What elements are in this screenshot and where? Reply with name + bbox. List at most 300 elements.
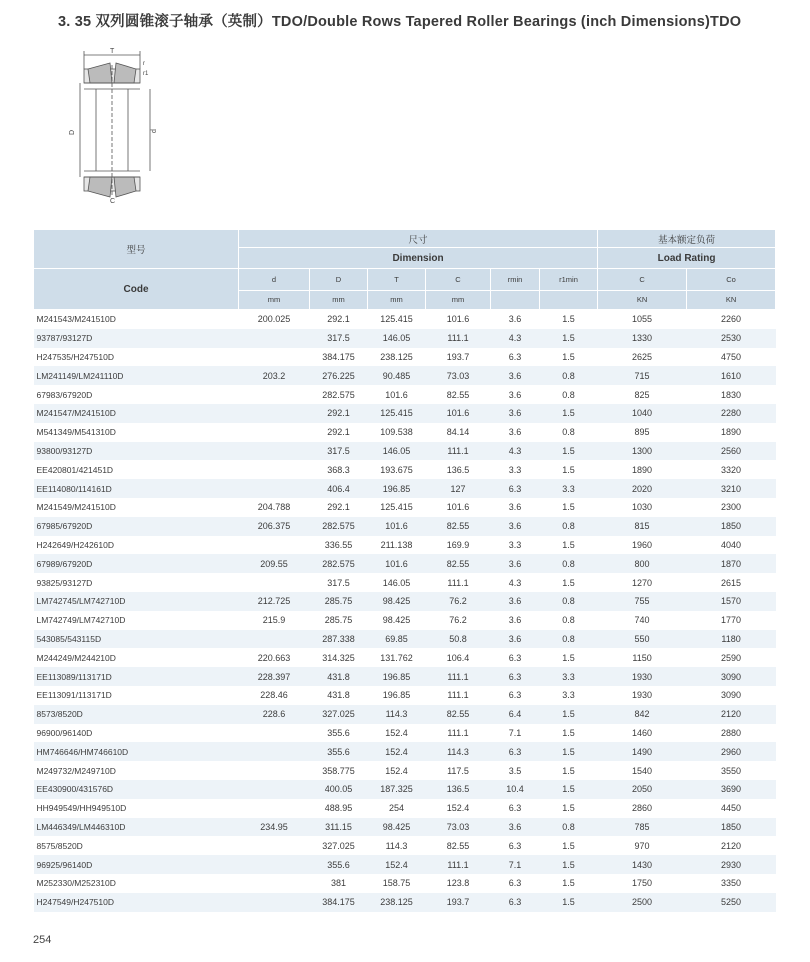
cell-code: HH949549/HH949510D [34,799,239,818]
cell-rmin: 6.3 [491,648,540,667]
cell-d [239,404,310,423]
cell-load-Co: 3320 [687,460,776,479]
table-row [34,611,776,630]
cell-rmin: 6.3 [491,893,540,912]
cell-rmin: 6.3 [491,742,540,761]
cell-d [239,479,310,498]
table-row [34,573,776,592]
diagram-label-d: d [151,129,158,133]
cell-load-C: 1055 [598,310,687,329]
table-row [34,498,776,517]
cell-d [239,423,310,442]
cell-T: 211.138 [368,536,426,555]
cell-r1min: 1.5 [540,348,598,367]
cell-d: 220.663 [239,648,310,667]
cell-code: 8575/8520D [34,836,239,855]
cell-code: LM742745/LM742710D [34,592,239,611]
header-load-cn: 基本额定负荷 [598,230,776,248]
cell-r1min: 1.5 [540,460,598,479]
table-row [34,460,776,479]
cell-D: 488.95 [310,799,368,818]
cell-code: H242649/H242610D [34,536,239,555]
table-row [34,536,776,555]
cell-C: 101.6 [426,404,491,423]
cell-code: 93825/93127D [34,573,239,592]
cell-load-C: 2625 [598,348,687,367]
cell-D: 292.1 [310,310,368,329]
unit-load-Co: KN [687,290,776,309]
cell-load-C: 970 [598,836,687,855]
cell-T: 152.4 [368,855,426,874]
table-row [34,667,776,686]
cell-C: 136.5 [426,780,491,799]
cell-d [239,442,310,461]
cell-D: 381 [310,874,368,893]
cell-d: 215.9 [239,611,310,630]
cell-C: 111.1 [426,329,491,348]
cell-T: 98.425 [368,611,426,630]
cell-load-C: 2860 [598,799,687,818]
diagram-label-T: T [110,48,115,55]
cell-D: 314.325 [310,648,368,667]
cell-rmin: 6.3 [491,479,540,498]
cell-T: 90.485 [368,366,426,385]
cell-T: 238.125 [368,348,426,367]
cell-r1min: 1.5 [540,855,598,874]
cell-load-Co: 1770 [687,611,776,630]
cell-T: 187.325 [368,780,426,799]
cell-d: 228.6 [239,705,310,724]
cell-C: 101.6 [426,310,491,329]
cell-C: 111.1 [426,667,491,686]
cell-load-C: 2020 [598,479,687,498]
table-body [34,310,776,912]
cell-code: M241543/M241510D [34,310,239,329]
cell-r1min: 1.5 [540,874,598,893]
cell-D: 282.575 [310,385,368,404]
cell-C: 193.7 [426,348,491,367]
cell-D: 292.1 [310,498,368,517]
cell-D: 287.338 [310,630,368,649]
table-row [34,836,776,855]
cell-load-C: 1930 [598,667,687,686]
diagram-label-r1: r1 [143,71,149,77]
cell-rmin: 6.3 [491,874,540,893]
cell-rmin: 3.6 [491,498,540,517]
table-row [34,385,776,404]
cell-load-Co: 3210 [687,479,776,498]
cell-code: H247549/H247510D [34,893,239,912]
cell-d: 212.725 [239,592,310,611]
cell-load-C: 2050 [598,780,687,799]
cell-load-Co: 2930 [687,855,776,874]
cell-r1min: 3.3 [540,667,598,686]
header-load-en: Load Rating [598,248,776,269]
cell-C: 50.8 [426,630,491,649]
cell-T: 158.75 [368,874,426,893]
cell-rmin: 3.6 [491,611,540,630]
cell-T: 131.762 [368,648,426,667]
cell-D: 292.1 [310,423,368,442]
cell-C: 82.55 [426,554,491,573]
cell-C: 111.1 [426,686,491,705]
col-D: D [310,269,368,291]
cell-rmin: 4.3 [491,573,540,592]
cell-r1min: 1.5 [540,498,598,517]
cell-r1min: 1.5 [540,705,598,724]
cell-code: EE430900/431576D [34,780,239,799]
cell-r1min: 1.5 [540,893,598,912]
cell-C: 73.03 [426,818,491,837]
cell-rmin: 4.3 [491,329,540,348]
cell-D: 282.575 [310,554,368,573]
cell-load-C: 842 [598,705,687,724]
cell-C: 111.1 [426,442,491,461]
cell-T: 238.125 [368,893,426,912]
cell-r1min: 0.8 [540,517,598,536]
unit-D: mm [310,290,368,309]
cell-r1min: 1.5 [540,310,598,329]
cell-T: 101.6 [368,554,426,573]
cell-d [239,630,310,649]
cell-T: 152.4 [368,724,426,743]
cell-load-Co: 2530 [687,329,776,348]
cell-rmin: 3.6 [491,310,540,329]
cell-C: 111.1 [426,724,491,743]
cell-C: 169.9 [426,536,491,555]
cell-D: 431.8 [310,667,368,686]
cell-d: 234.95 [239,818,310,837]
cell-C: 101.6 [426,498,491,517]
cell-code: 96900/96140D [34,724,239,743]
col-load-C: C [598,269,687,291]
cell-load-C: 1960 [598,536,687,555]
cell-d [239,836,310,855]
cell-r1min: 1.5 [540,761,598,780]
cell-C: 76.2 [426,592,491,611]
cell-D: 311.15 [310,818,368,837]
cell-d [239,329,310,348]
cell-load-C: 1300 [598,442,687,461]
cell-rmin: 3.6 [491,517,540,536]
cell-code: M252330/M252310D [34,874,239,893]
col-T: T [368,269,426,291]
cell-d [239,742,310,761]
page-title: 3. 35 双列圆锥滚子轴承（英制）TDO/Double Rows Tapered Roller Bearings (inch Dimensions)TDO [58,14,742,30]
cell-T: 125.415 [368,310,426,329]
cell-rmin: 6.3 [491,686,540,705]
cell-rmin: 10.4 [491,780,540,799]
cell-r1min: 0.8 [540,818,598,837]
cell-load-C: 1030 [598,498,687,517]
cell-d [239,348,310,367]
cell-rmin: 3.6 [491,818,540,837]
cell-rmin: 3.6 [491,423,540,442]
cell-rmin: 3.6 [491,404,540,423]
cell-D: 355.6 [310,724,368,743]
cell-r1min: 1.5 [540,799,598,818]
cell-D: 431.8 [310,686,368,705]
table-row [34,592,776,611]
table-row [34,442,776,461]
table-row [34,818,776,837]
cell-load-Co: 2590 [687,648,776,667]
cell-d [239,573,310,592]
cell-load-Co: 2880 [687,724,776,743]
cell-r1min: 0.8 [540,554,598,573]
cell-C: 127 [426,479,491,498]
cell-D: 355.6 [310,742,368,761]
cell-D: 285.75 [310,592,368,611]
cell-rmin: 3.6 [491,366,540,385]
cell-T: 125.415 [368,498,426,517]
unit-rmin [491,290,540,309]
cell-load-C: 1460 [598,724,687,743]
cell-C: 82.55 [426,385,491,404]
cell-rmin: 3.6 [491,385,540,404]
cell-T: 196.85 [368,667,426,686]
diagram-label-D: D [69,129,76,135]
cell-code: 93800/93127D [34,442,239,461]
cell-load-C: 1150 [598,648,687,667]
col-load-Co: Co [687,269,776,291]
cell-D: 368.3 [310,460,368,479]
cell-T: 101.6 [368,517,426,536]
table-row [34,855,776,874]
cell-C: 111.1 [426,573,491,592]
cell-load-Co: 3550 [687,761,776,780]
cell-rmin: 6.3 [491,348,540,367]
cell-C: 84.14 [426,423,491,442]
cell-load-Co: 2300 [687,498,776,517]
cell-T: 146.05 [368,442,426,461]
cell-d: 203.2 [239,366,310,385]
unit-load-C: KN [598,290,687,309]
cell-C: 123.8 [426,874,491,893]
cell-load-Co: 1870 [687,554,776,573]
cell-D: 327.025 [310,705,368,724]
cell-code: H247535/H247510D [34,348,239,367]
cell-load-C: 800 [598,554,687,573]
table-row [34,780,776,799]
cell-d: 209.55 [239,554,310,573]
cell-code: 67989/67920D [34,554,239,573]
cell-code: M244249/M244210D [34,648,239,667]
cell-load-C: 755 [598,592,687,611]
cell-r1min: 3.3 [540,479,598,498]
cell-C: 82.55 [426,705,491,724]
unit-T: mm [368,290,426,309]
header-dimension-en: Dimension [239,248,598,269]
cell-T: 152.4 [368,742,426,761]
cell-D: 317.5 [310,573,368,592]
table-row [34,479,776,498]
cell-C: 152.4 [426,799,491,818]
cell-T: 114.3 [368,705,426,724]
cell-r1min: 1.5 [540,648,598,667]
diagram-label-r: r [143,61,145,67]
cell-rmin: 6.3 [491,667,540,686]
cell-C: 193.7 [426,893,491,912]
cell-code: 67983/67920D [34,385,239,404]
cell-D: 327.025 [310,836,368,855]
cell-load-Co: 2560 [687,442,776,461]
cell-D: 384.175 [310,893,368,912]
table-row [34,686,776,705]
cell-d [239,855,310,874]
cell-C: 114.3 [426,742,491,761]
table-row [34,761,776,780]
cell-load-Co: 2960 [687,742,776,761]
cell-code: 8573/8520D [34,705,239,724]
cell-load-C: 785 [598,818,687,837]
cell-C: 76.2 [426,611,491,630]
cell-load-Co: 2280 [687,404,776,423]
cell-T: 101.6 [368,385,426,404]
diagram-label-C: C [110,198,116,205]
cell-T: 98.425 [368,818,426,837]
cell-d [239,385,310,404]
cell-rmin: 6.3 [491,836,540,855]
page-number: 254 [33,934,52,946]
cell-D: 400.05 [310,780,368,799]
cell-load-C: 550 [598,630,687,649]
cell-T: 152.4 [368,761,426,780]
cell-rmin: 3.6 [491,554,540,573]
cell-code: M541349/M541310D [34,423,239,442]
cell-load-C: 1040 [598,404,687,423]
cell-code: LM446349/LM446310D [34,818,239,837]
cell-D: 292.1 [310,404,368,423]
table-row [34,630,776,649]
cell-load-Co: 3690 [687,780,776,799]
table-row [34,517,776,536]
cell-code: 93787/93127D [34,329,239,348]
table-row [34,554,776,573]
cell-load-Co: 1890 [687,423,776,442]
cell-load-Co: 3090 [687,686,776,705]
cell-d [239,724,310,743]
cell-T: 114.3 [368,836,426,855]
cell-r1min: 1.5 [540,536,598,555]
cell-load-Co: 4450 [687,799,776,818]
cell-d [239,536,310,555]
cell-load-C: 1890 [598,460,687,479]
cell-r1min: 1.5 [540,442,598,461]
cell-load-C: 2500 [598,893,687,912]
cell-load-Co: 1570 [687,592,776,611]
cell-load-C: 715 [598,366,687,385]
cell-load-C: 1270 [598,573,687,592]
cell-d: 206.375 [239,517,310,536]
cell-load-Co: 1610 [687,366,776,385]
table-row [34,329,776,348]
cell-D: 406.4 [310,479,368,498]
cell-load-Co: 1830 [687,385,776,404]
cell-load-Co: 2120 [687,836,776,855]
cell-T: 196.85 [368,479,426,498]
cell-rmin: 3.3 [491,460,540,479]
cell-rmin: 6.3 [491,799,540,818]
cell-load-C: 895 [598,423,687,442]
cell-load-Co: 1850 [687,517,776,536]
cell-load-Co: 3090 [687,667,776,686]
cell-D: 276.225 [310,366,368,385]
cell-C: 117.5 [426,761,491,780]
cell-d [239,460,310,479]
cell-r1min: 1.5 [540,742,598,761]
table-row [34,705,776,724]
cell-rmin: 7.1 [491,724,540,743]
cell-C: 136.5 [426,460,491,479]
cell-C: 111.1 [426,855,491,874]
cell-T: 254 [368,799,426,818]
unit-C: mm [426,290,491,309]
table-row [34,348,776,367]
cell-D: 282.575 [310,517,368,536]
cell-D: 355.6 [310,855,368,874]
cell-D: 384.175 [310,348,368,367]
cell-code: M241549/M241510D [34,498,239,517]
cell-code: 67985/67920D [34,517,239,536]
cell-r1min: 1.5 [540,836,598,855]
cell-d [239,761,310,780]
table-row [34,724,776,743]
unit-r1min [540,290,598,309]
cell-r1min: 1.5 [540,329,598,348]
cell-D: 317.5 [310,442,368,461]
cell-code: HM746646/HM746610D [34,742,239,761]
bearing-cross-section-diagram [70,45,180,205]
cell-load-Co: 1180 [687,630,776,649]
cell-load-C: 815 [598,517,687,536]
cell-T: 109.538 [368,423,426,442]
cell-load-Co: 5250 [687,893,776,912]
header-code-en: Code [34,269,239,310]
cell-r1min: 0.8 [540,423,598,442]
cell-T: 146.05 [368,329,426,348]
cell-rmin: 6.4 [491,705,540,724]
cell-rmin: 7.1 [491,855,540,874]
cell-r1min: 0.8 [540,366,598,385]
cell-T: 196.85 [368,686,426,705]
cell-r1min: 0.8 [540,592,598,611]
cell-d: 200.025 [239,310,310,329]
cell-rmin: 3.6 [491,630,540,649]
cell-code: M241547/M241510D [34,404,239,423]
cell-code: EE113089/113171D [34,667,239,686]
cell-rmin: 3.5 [491,761,540,780]
header-dimension-cn: 尺寸 [239,230,598,248]
cell-code: EE420801/421451D [34,460,239,479]
cell-load-C: 825 [598,385,687,404]
table-row [34,648,776,667]
cell-d [239,780,310,799]
cell-load-C: 740 [598,611,687,630]
table-row [34,423,776,442]
table-row [34,366,776,385]
cell-T: 98.425 [368,592,426,611]
cell-r1min: 3.3 [540,686,598,705]
cell-r1min: 1.5 [540,724,598,743]
cell-r1min: 1.5 [540,404,598,423]
cell-d [239,799,310,818]
table-row [34,404,776,423]
cell-load-Co: 2615 [687,573,776,592]
bearing-spec-table [33,229,776,912]
cell-load-C: 1490 [598,742,687,761]
cell-load-Co: 1850 [687,818,776,837]
